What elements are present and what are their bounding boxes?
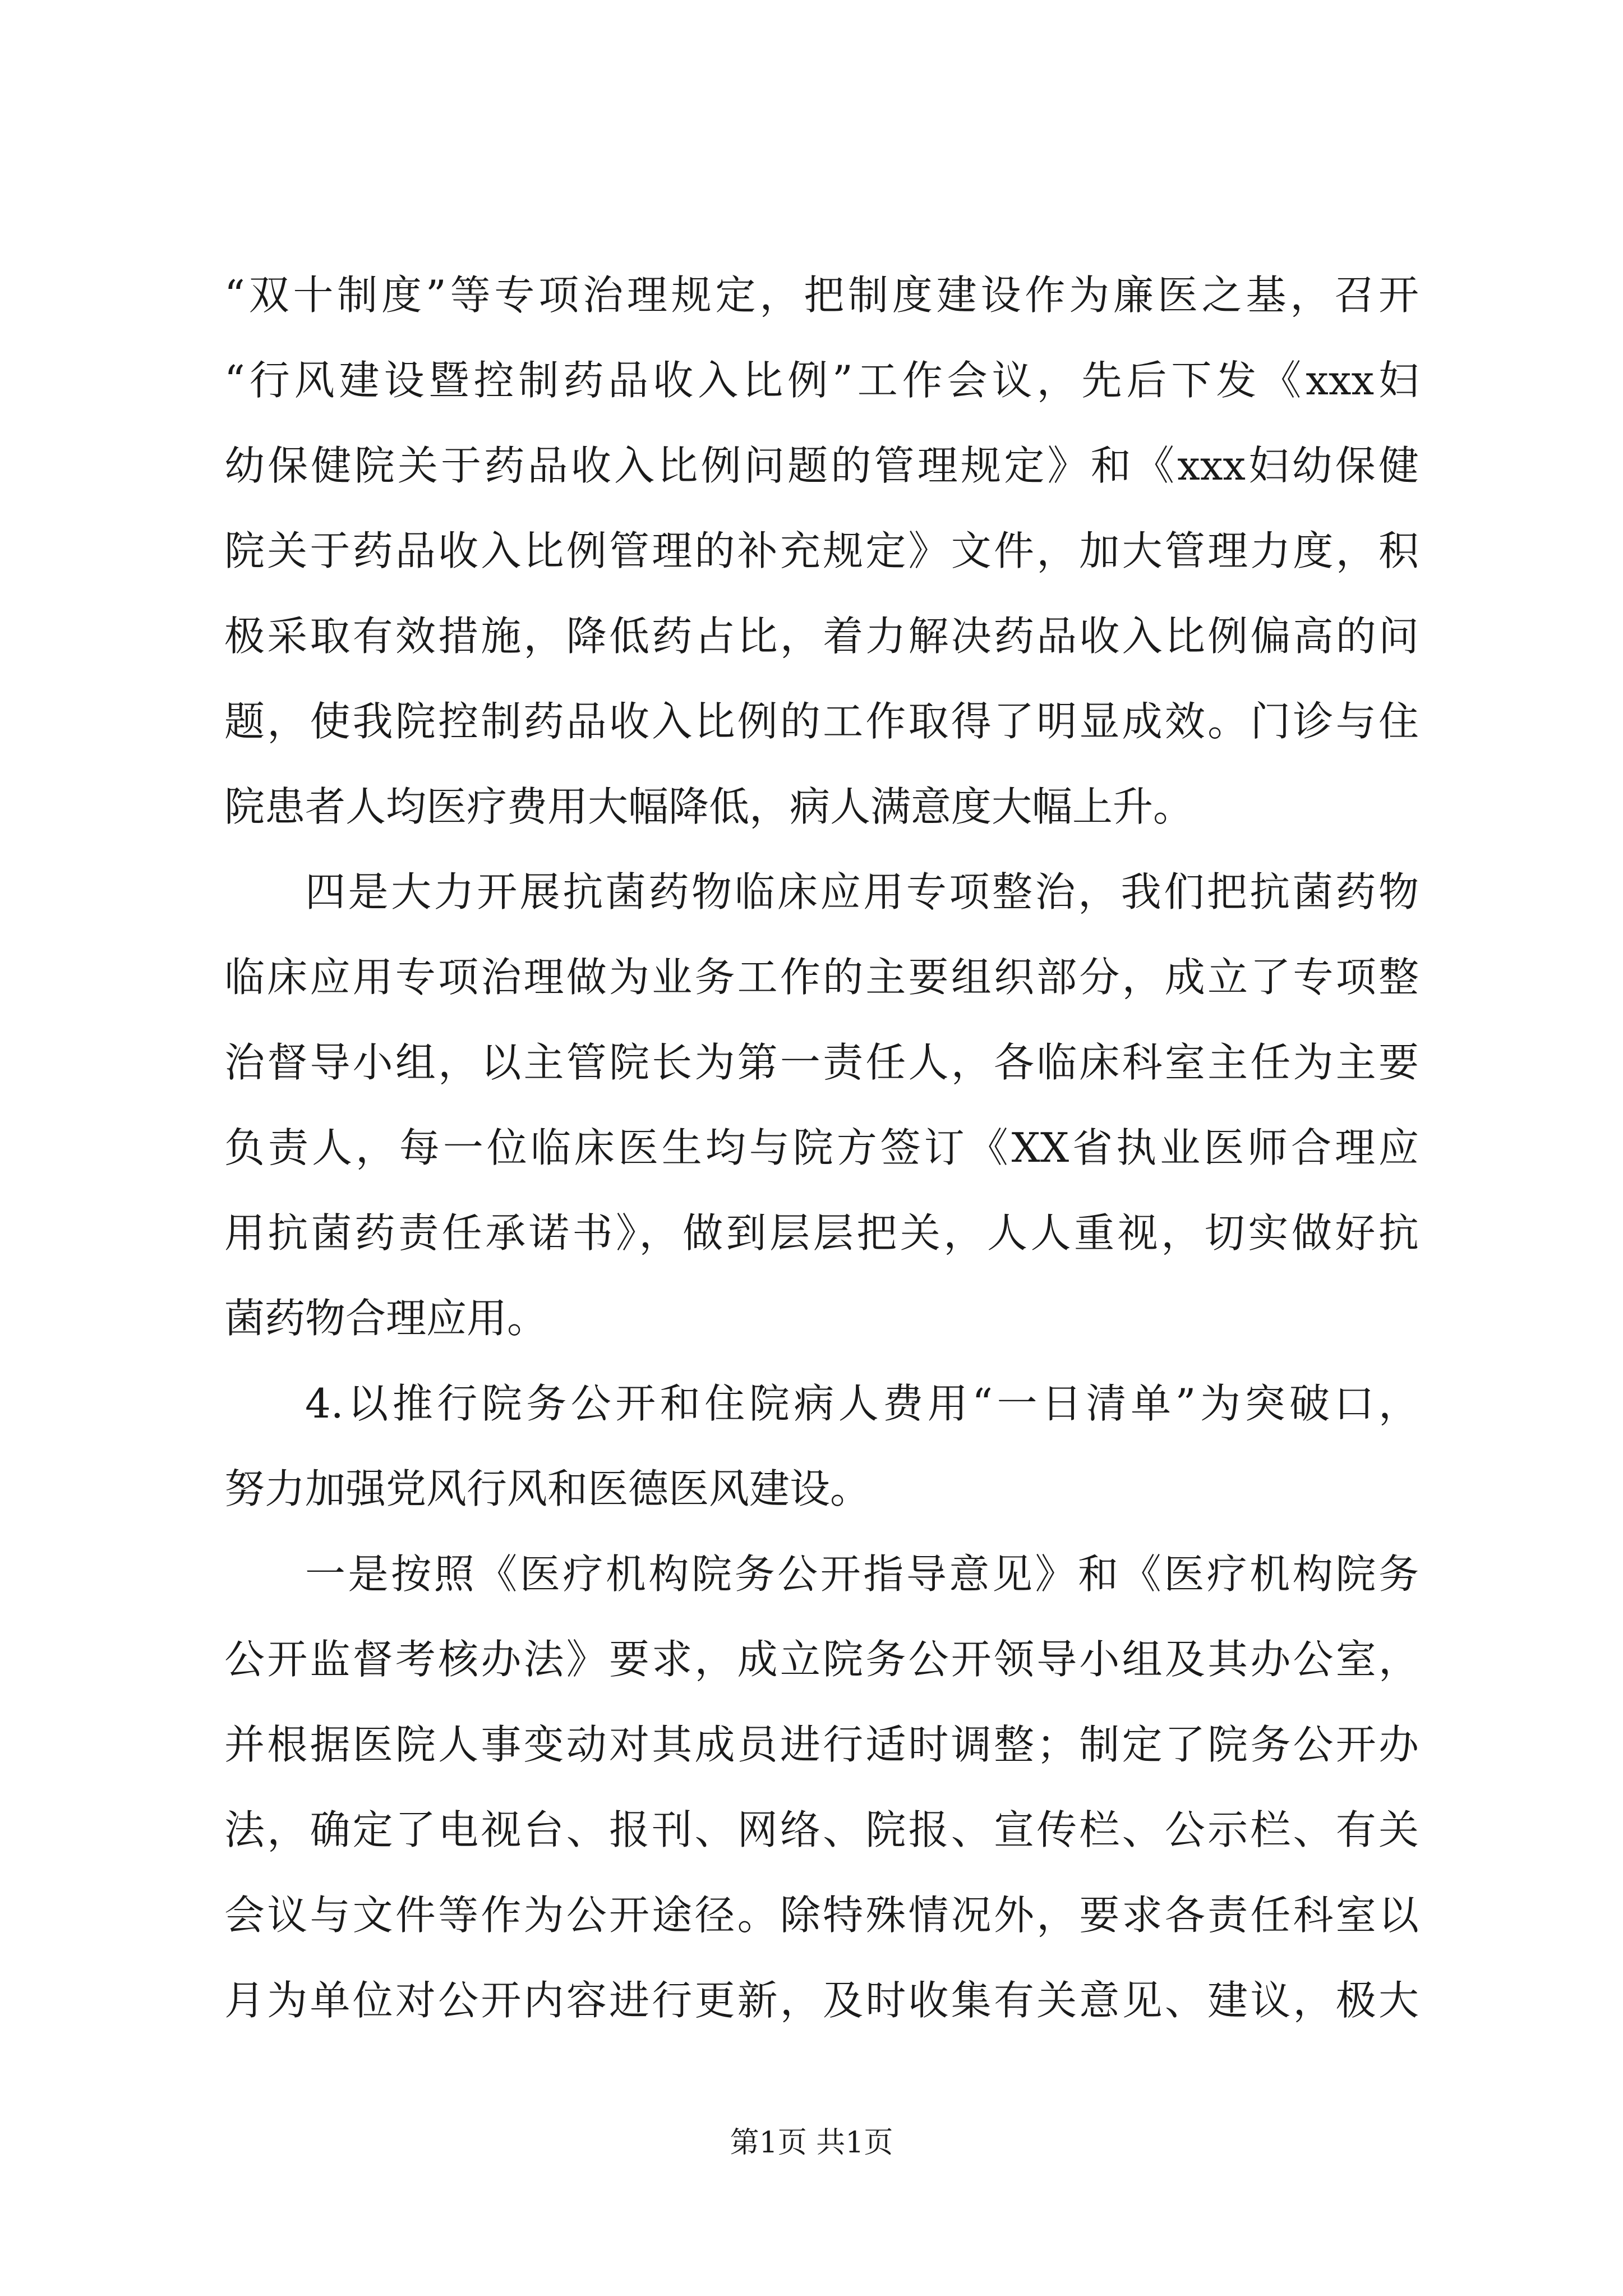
body-line-6: 题，使我院控制药品收入比例的工作取得了明显成效。门诊与住: [224, 698, 1419, 745]
page-footer: [0, 2120, 1623, 2165]
body-line-20: 会议与文件等作为公开途径。除特殊情况外，要求各责任科室以: [224, 1892, 1419, 1939]
body-line-15: 努力加强党风行风和医德医风建设。: [224, 1465, 871, 1512]
body-line-9: 临床应用专项治理做为业务工作的主要组织部分，成立了专项整: [224, 954, 1419, 1001]
body-line-5: 极采取有效措施，降低药占比，着力解决药品收入比例偏高的问: [224, 613, 1419, 660]
body-line-4: 院关于药品收入比例管理的补充规定》文件，加大管理力度，积: [224, 527, 1419, 574]
body-line-14: 4.以推行院务公开和住院病人费用“一日清单”为突破口，: [305, 1380, 1419, 1427]
body-line-16: 一是按照《医疗机构院务公开指导意见》和《医疗机构院务: [305, 1550, 1419, 1598]
body-line-18: 并根据医院人事变动对其成员进行适时调整；制定了院务公开办: [224, 1721, 1419, 1768]
body-line-10: 治督导小组，以主管院长为第一责任人，各临床科室主任为主要: [224, 1039, 1419, 1086]
body-line-21: 月为单位对公开内容进行更新，及时收集有关意见、建议，极大: [224, 1977, 1419, 2024]
body-line-11: 负责人，每一位临床医生均与院方签订《XX省执业医师合理应: [224, 1124, 1419, 1171]
body-line-7: 院患者人均医疗费用大幅降低，病人满意度大幅上升。: [224, 783, 1194, 830]
body-line-12: 用抗菌药责任承诺书》，做到层层把关，人人重视，切实做好抗: [224, 1209, 1419, 1257]
body-line-13: 菌药物合理应用。: [224, 1295, 548, 1342]
body-line-1: “双十制度”等专项治理规定，把制度建设作为廉医之基，召开: [224, 272, 1419, 319]
body-line-19: 法，确定了电视台、报刊、网络、院报、宣传栏、公示栏、有关: [224, 1806, 1419, 1853]
page-number: 第1页 共1页: [730, 2126, 893, 2160]
document-body: [224, 252, 1419, 2043]
body-line-3: 幼保健院关于药品收入比例问题的管理规定》和《xxx妇幼保健: [224, 442, 1419, 489]
body-line-8: 四是大力开展抗菌药物临床应用专项整治，我们把抗菌药物: [305, 868, 1419, 915]
body-line-2: “行风建设暨控制药品收入比例”工作会议，先后下发《xxx妇: [224, 357, 1419, 404]
body-line-17: 公开监督考核办法》要求，成立院务公开领导小组及其办公室，: [224, 1636, 1419, 1683]
